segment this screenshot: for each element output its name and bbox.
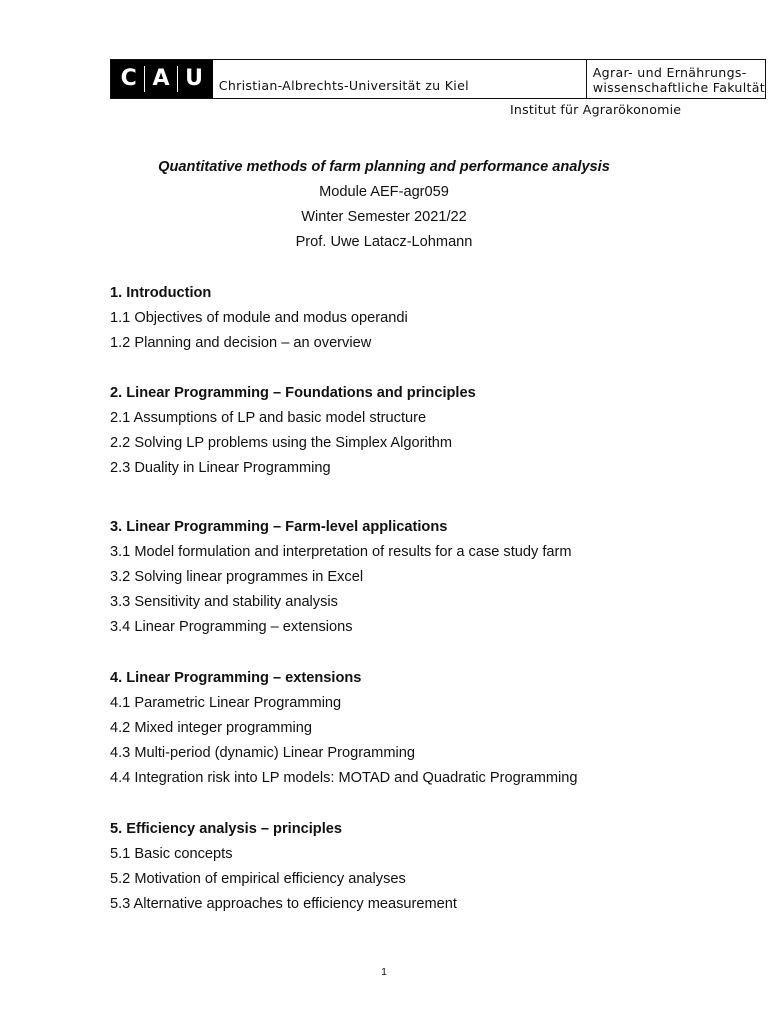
faculty-line-1: Agrar- und Ernährungs- bbox=[592, 65, 747, 80]
section-heading: 1. Introduction bbox=[110, 285, 212, 301]
logo-separator bbox=[177, 66, 178, 92]
section-item: 3.2 Solving linear programmes in Excel bbox=[110, 569, 364, 585]
section-lp-foundations bbox=[110, 381, 476, 481]
section-item: 5.1 Basic concepts bbox=[110, 846, 233, 862]
section-heading: 4. Linear Programming – extensions bbox=[110, 670, 362, 686]
section-item: 3.1 Model formulation and interpretation of results for a case study farm bbox=[110, 544, 572, 560]
section-item: 3.3 Sensitivity and stability analysis bbox=[110, 594, 338, 610]
university-name: Christian-Albrechts-Universität zu Kiel bbox=[213, 60, 587, 98]
section-heading: 3. Linear Programming – Farm-level applications bbox=[110, 519, 448, 535]
section-item: 2.1 Assumptions of LP and basic model structure bbox=[110, 410, 427, 426]
logo-letter-a: A bbox=[152, 66, 170, 91]
institute-name: Institut für Agrarökonomie bbox=[510, 102, 682, 117]
section-item: 4.3 Multi-period (dynamic) Linear Programming bbox=[110, 745, 415, 761]
course-title: Quantitative methods of farm planning and performance analysis bbox=[158, 159, 610, 175]
logo-separator bbox=[144, 66, 145, 92]
cau-logo bbox=[111, 60, 213, 98]
logo-letter-c: C bbox=[120, 66, 137, 91]
section-heading: 5. Efficiency analysis – principles bbox=[110, 821, 342, 837]
section-item: 1.2 Planning and decision – an overview bbox=[110, 335, 372, 351]
course-lecturer: Prof. Uwe Latacz-Lohmann bbox=[295, 234, 473, 250]
section-item: 5.2 Motivation of empirical efficiency analyses bbox=[110, 871, 406, 887]
course-semester: Winter Semester 2021/22 bbox=[301, 209, 467, 225]
section-item: 3.4 Linear Programming – extensions bbox=[110, 619, 353, 635]
faculty-line-2: wissenschaftliche Fakultät bbox=[592, 80, 765, 95]
section-lp-farm-applications bbox=[110, 515, 572, 640]
logo-letter-u: U bbox=[185, 66, 204, 91]
section-item: 5.3 Alternative approaches to efficiency measurement bbox=[110, 896, 457, 912]
course-info bbox=[0, 155, 768, 255]
section-item: 1.1 Objectives of module and modus operandi bbox=[110, 310, 408, 326]
course-module: Module AEF-agr059 bbox=[319, 184, 449, 200]
section-introduction bbox=[110, 281, 408, 356]
section-item: 4.1 Parametric Linear Programming bbox=[110, 695, 342, 711]
section-heading: 2. Linear Programming – Foundations and principles bbox=[110, 385, 476, 401]
section-item: 2.3 Duality in Linear Programming bbox=[110, 460, 331, 476]
section-item: 4.2 Mixed integer programming bbox=[110, 720, 312, 736]
section-lp-extensions bbox=[110, 666, 577, 791]
university-header bbox=[110, 59, 766, 99]
section-item: 2.2 Solving LP problems using the Simplex Algorithm bbox=[110, 435, 453, 451]
section-efficiency-analysis bbox=[110, 817, 457, 917]
faculty-name bbox=[587, 60, 765, 98]
section-item: 4.4 Integration risk into LP models: MOTAD and Quadratic Programming bbox=[110, 770, 578, 786]
page-number: 1 bbox=[381, 966, 387, 978]
